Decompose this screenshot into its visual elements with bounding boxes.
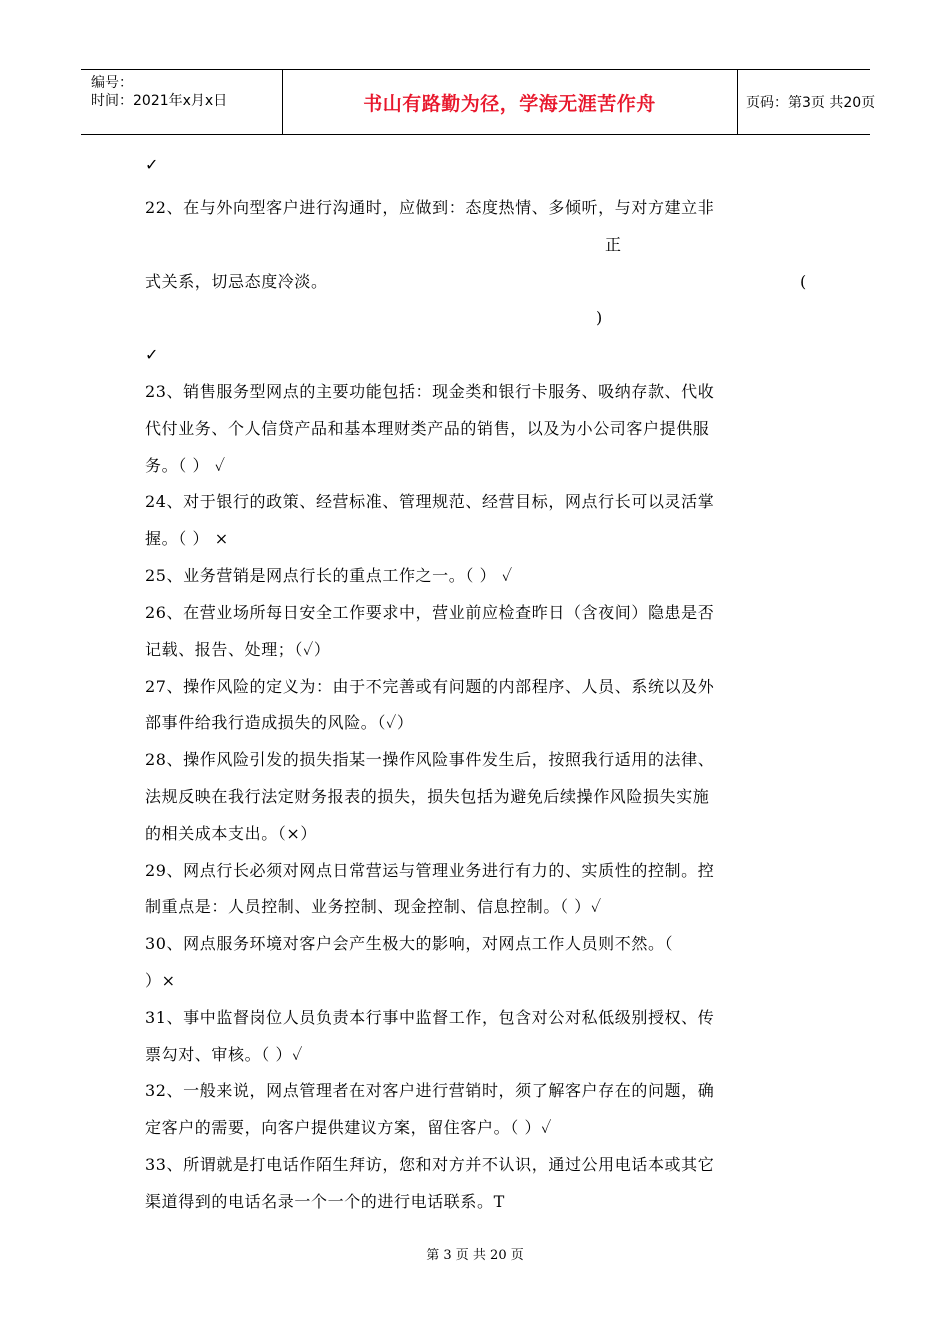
header-motto-cell: [282, 70, 738, 134]
text-line: 渠道得到的电话名录一个一个的进行电话联系。T: [145, 1192, 505, 1211]
text-line: ✓: [145, 345, 160, 364]
text-line: 式关系，切忌态度冷淡。: [145, 272, 328, 291]
text-line: 32、一般来说，网点管理者在对客户进行营销时，须了解客户存在的问题，确: [145, 1081, 715, 1100]
number-label: 编号：: [91, 75, 133, 91]
text-line: 22、在与外向型客户进行沟通时，应做到：态度热情、多倾听，与对方建立非: [145, 198, 715, 217]
text-line: 的相关成本支出。（×）: [145, 824, 318, 843]
text-line: 31、事中监督岗位人员负责本行事中监督工作，包含对公对私低级别授权、传: [145, 1008, 715, 1027]
text-line: 记载、报告、处理；（✓）: [145, 640, 331, 659]
page-footer: 第 3 页 共 20 页: [426, 1248, 524, 1263]
page-info: 页码：第3页 共20页: [746, 95, 876, 111]
text-line: 务。（ ） ✓: [145, 456, 226, 475]
text-line: 24、对于银行的政策、经营标准、管理规范、经营目标，网点行长可以灵活掌: [145, 492, 715, 511]
text-line: 票勾对、审核。（ ）✓: [145, 1045, 304, 1064]
header-page-cell: [738, 70, 876, 134]
text-line: 29、网点行长必须对网点日常营运与管理业务进行有力的、实质性的控制。控: [145, 861, 715, 880]
text-line: 28、操作风险引发的损失指某一操作风险事件发生后，按照我行适用的法律、: [145, 750, 715, 769]
text-line: 33、所谓就是打电话作陌生拜访，您和对方并不认识，通过公用电话本或其它: [145, 1155, 715, 1174]
text-line: (: [800, 272, 807, 291]
text-line: 23、销售服务型网点的主要功能包括：现金类和银行卡服务、吸纳存款、代收: [145, 382, 715, 401]
text-line: 代付业务、个人信贷产品和基本理财类产品的销售，以及为小公司客户提供服: [145, 419, 710, 438]
motto-text: 书山有路勤为径，学海无涯苦作舟: [363, 92, 656, 115]
text-line: ): [596, 308, 603, 327]
text-line: 26、在营业场所每日安全工作要求中，营业前应检查昨日（含夜间）隐患是否: [145, 603, 715, 622]
text-line: 部事件给我行造成损失的风险。（✓）: [145, 713, 414, 732]
text-line: 正: [605, 235, 622, 254]
date-line: 时间：2021年x月x日: [91, 93, 228, 109]
header-meta-cell: [81, 70, 283, 134]
text-line: 定客户的需要，向客户提供建议方案，留住客户。（ ）✓: [145, 1118, 553, 1137]
text-line: 握。（ ） ×: [145, 529, 229, 548]
text-line: 制重点是：人员控制、业务控制、现金控制、信息控制。（ ）✓: [145, 897, 602, 916]
text-line: ✓: [145, 155, 160, 174]
page-header: [81, 69, 876, 135]
text-line: 25、业务营销是网点行长的重点工作之一。（ ） ✓: [145, 566, 513, 585]
text-line: ）×: [145, 971, 176, 990]
text-line: 30、网点服务环境对客户会产生极大的影响，对网点工作人员则不然。（: [145, 934, 674, 953]
text-line: 27、操作风险的定义为：由于不完善或有问题的内部程序、人员、系统以及外: [145, 677, 715, 696]
text-line: 法规反映在我行法定财务报表的损失，损失包括为避免后续操作风险损失实施: [145, 787, 710, 806]
